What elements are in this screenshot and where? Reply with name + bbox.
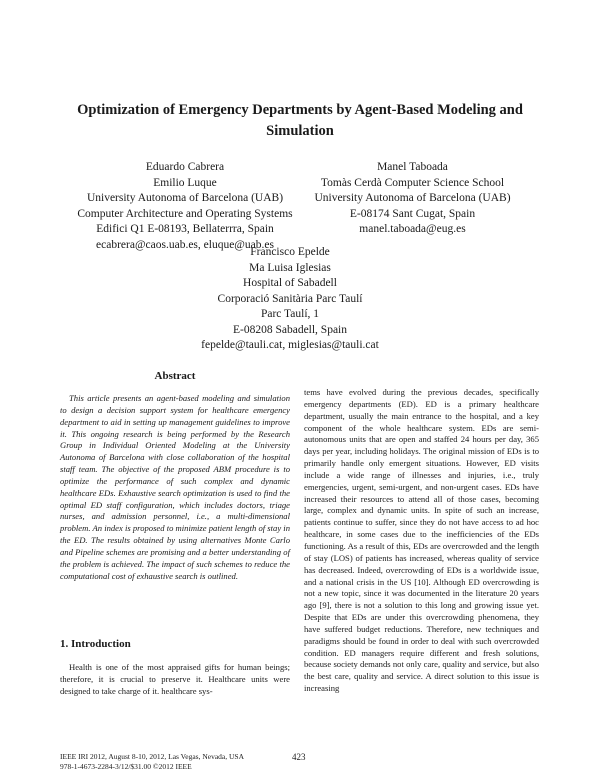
author-line: Computer Architecture and Operating Systems [77, 207, 293, 220]
abstract-heading: Abstract [154, 370, 196, 382]
body-paragraph: tems have evolved during the previous decades, specifically emergency departments (ED). ED is a primary healthcare department, usually the main entrance to the hospital, and a key component of the whole healthcare system. EDs are semi-autonomous units that are open and staffed 24 hours per day, 365 days per year, including holidays. The original mission of EDs is to primarily handle only emergent situations. However, ED visits include a wide range of illnesses and injuries, i.e., truly emergencies, urgent, semi-urgent, and non-urgent cases. EDs have increased their resources to attend all of those cases, becoming large, complex and dynamic units. In spite of such an increase, patients continue to suffer, since they do not have access to ad hoc healthcare, in some cases due to the inefficiencies of the EDs functioning. As a result of this, EDs are overcrowded and the length of stay (LOS) of patients has increased, whereas quality of service has decreased. Indeed, overcrowding of EDs is a worldwide issue, and a national crisis in the US [10]. Although ED overcrowding is not a new topic, since it was documented in the literature 20 years ago [9], there is not a solution to this long and growing issue yet. Despite that EDs are under this overcrowding phenomena, they have suffered budget reductions. Therefore, new techniques and paradigms should be found in order to deal with such overcrowded condition. ED managers require different and fresh solutions, because society demands not only care, quality and service, but also the best care, quality and service. A direct solution to this issue is increasing [304, 387, 539, 694]
author-email: fepelde@tauli.cat, miglesias@tauli.cat [201, 339, 379, 351]
author-line: Corporació Sanitària Parc Taulí [217, 292, 363, 305]
author-line: Edifici Q1 E-08193, Bellaterrra, Spain [96, 223, 274, 235]
footer-line: IEEE IRI 2012, August 8-10, 2012, Las Vegas, Nevada, USA [60, 752, 245, 761]
author-line: Parc Taulí, 1 [260, 308, 320, 320]
author-email: ecabrera@caos.uab.es, eluque@uab.es [96, 238, 274, 251]
introduction-text: Health is one of the most appraised gifts for human beings; therefore, it is crucial to preserve it. Healthcare units were designed to take charge of it. healthcare sys- [60, 662, 290, 696]
author-block-uab-eug [300, 160, 525, 238]
author-line: Hospital of Sabadell [243, 277, 337, 289]
title-line: Optimization of Emergency Departments by Agent-Based Modeling and [77, 102, 523, 118]
author-line: Ma Luisa Iglesias [249, 261, 331, 274]
author-line: Francisco Epelde [250, 246, 330, 258]
right-column-text [304, 387, 539, 695]
author-block-sabadell [140, 245, 440, 354]
author-line: University Autonoma of Barcelona (UAB) [86, 192, 284, 204]
author-line: Manel Taboada [377, 161, 448, 173]
author-line: Emilio Luque [153, 176, 217, 189]
author-line: E-08208 Sabadell, Spain [232, 323, 348, 336]
footer-line: 978-1-4673-2284-3/12/$31.00 ©2012 IEEE [60, 762, 192, 771]
page-number: 423 [292, 752, 306, 762]
title-line: Simulation [266, 123, 334, 139]
paper-title [60, 100, 540, 142]
abstract-text: This article presents an agent-based modeling and simulation to design a decision support system for healthcare emergency department to aid in setting up management guidelines to improve it. This ongoing research is being performed by the Research Group in Individual Oriented Modeling at the University Autonoma of Barcelona with close collaboration of the hospital staff team. The objective of the proposed ABM procedure is to optimize the performance of such complex and dynamic healthcare EDs. Exhaustive search optimization is used to find the optimal ED staff configuration, which includes doctors, triage nurses, and admission personnel, i.e., a multi-dimensional problem. An index is proposed to minimize patient length of stay in the ED. The results obtained by using alternatives Monte Carlo and Pipeline schemes are promising and a better understanding of the problem is achieved. The impact of such schemes to reduce the computational cost of exhaustive search is outlined. [60, 393, 290, 581]
author-line: University Autonoma of Barcelona (UAB) [314, 192, 511, 204]
author-block-uab-caos [60, 160, 310, 253]
section-heading-introduction: 1. Introduction [60, 638, 131, 650]
author-email: manel.taboada@eug.es [359, 223, 466, 235]
author-line: Tomàs Cerdà Computer Science School [320, 176, 505, 189]
conference-footer [60, 752, 244, 772]
author-line: E-08174 Sant Cugat, Spain [349, 207, 476, 220]
author-line: Eduardo Cabrera [145, 161, 225, 173]
